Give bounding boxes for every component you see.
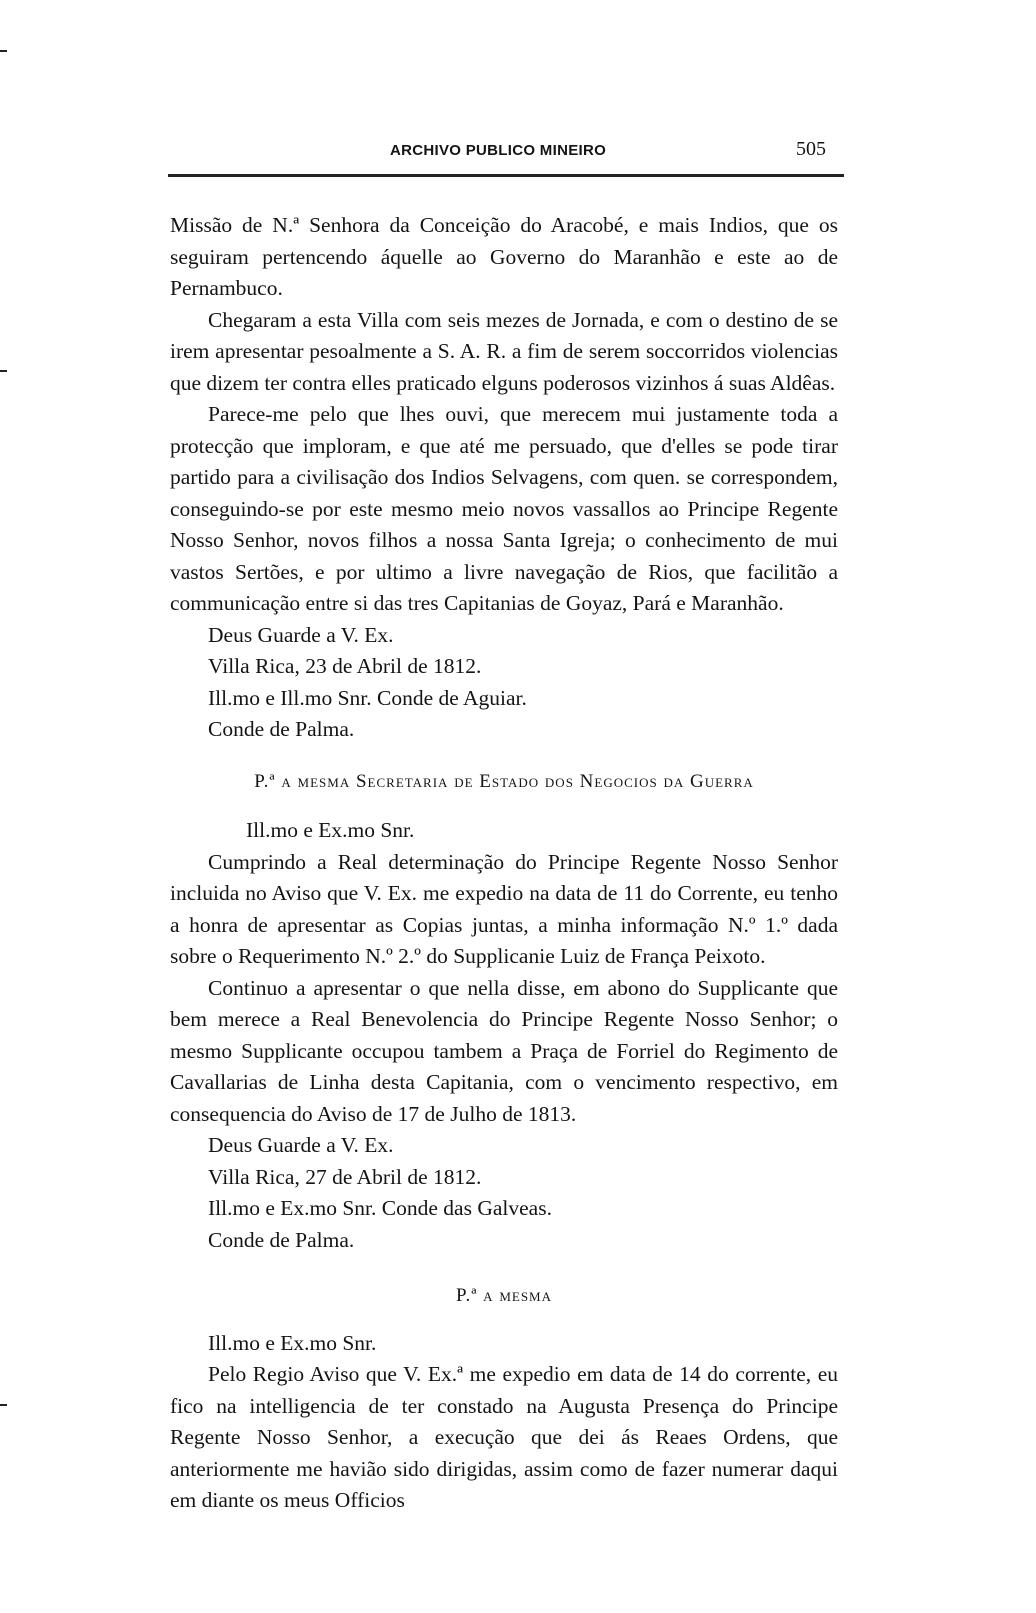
paragraph: Pelo Regio Aviso que V. Ex.ª me expedio em data de 14 do corrente, eu fico na intelligencia de ter constado na Augusta Presença do Principe Regente Nosso Senhor, a execução que dei ás Reaes Ordens, que anteriormente me havião sido dirigidas, assim como de fazer numerar daqui em diante os meus Officios <box>170 1362 838 1512</box>
signature: Conde de Palma. <box>208 1227 355 1252</box>
paragraph: Continuo a apresentar o que nella disse, em abono do Supplicante que bem merece a Real Benevolencia do Principe Regente Nosso Senhor; o mesmo Supplicante occupou tambem a Praça de Forriel do Regimento de Cavallarias de Linha desta Capitania, com o vencimento respectivo, em consequencia do Aviso de 17 de Julho de 1813. <box>170 975 838 1126</box>
closing-line: Ill.mo e Ill.mo Snr. Conde de Aguiar. <box>208 685 527 710</box>
closing-line: Deus Guarde a V. Ex. <box>208 1133 394 1157</box>
signature: Conde de Palma. <box>208 717 355 741</box>
running-title: ARCHIVO PUBLICO MINEIRO <box>390 142 607 159</box>
margin-mark <box>0 50 7 52</box>
salutation: Ill.mo e Ex.mo Snr. <box>208 1330 377 1355</box>
page-number: 505 <box>796 138 826 160</box>
margin-mark <box>0 370 7 372</box>
section-heading: P.ª a mesma Secretaria de Estado dos Negocios da Guerra <box>254 770 754 792</box>
paragraph: Missão de N.ª Senhora da Conceição do Aracobé, e mais Indios, que os seguiram pertencendo áquelle ao Governo do Maranhão e este ao de Pernambuco. <box>170 213 838 300</box>
margin-mark <box>0 1404 7 1406</box>
paragraph: Chegaram a esta Villa com seis mezes de Jornada, e com o destino de se irem apresentar pesoalmente a S. A. R. a fim de serem soccorridos violencias que dizem ter contra elles praticado elguns poderosos vizinhos á suas Aldêas. <box>170 307 838 395</box>
closing-line: Villa Rica, 23 de Abril de 1812. <box>208 654 482 678</box>
document-body <box>170 210 838 1517</box>
salutation: Ill.mo e Ex.mo Snr. <box>246 818 415 842</box>
closing-line: Villa Rica, 27 de Abril de 1812. <box>208 1164 482 1189</box>
paragraph: Cumprindo a Real determinação do Principe Regente Nosso Senhor incluida no Aviso que V. Ex. me expedio na data de 11 do Corrente, eu tenho a honra de apresentar as Copias juntas, a minha informação N.º 1.º dada sobre o Requerimento N.º 2.º do Supplicanie Luiz de França Peixoto. <box>170 849 838 968</box>
closing-line: Deus Guarde a V. Ex. <box>208 622 394 647</box>
header-rule <box>168 174 844 177</box>
section-heading: P.ª a mesma <box>455 1285 553 1306</box>
page-header <box>168 138 844 168</box>
paragraph: Parece-me pelo que lhes ouvi, que merecem mui justamente toda a protecção que imploram, e que até me persuado, que d'elles se pode tirar partido para a civilisação dos Indios Selvagens, com quen. se correspondem, conseguindo-se por este mesmo meio novos vassallos ao Principe Regente Nosso Senhor, novos filhos a nossa Santa Igreja; o conhecimento de mui vastos Sertões, e por ultimo a livre navegação de Rios, que facilitão a communicação entre si das tres Capitanias de Goyaz, Pará e Maranhão. <box>170 402 838 615</box>
closing-line: Ill.mo e Ex.mo Snr. Conde das Galveas. <box>208 1196 552 1220</box>
